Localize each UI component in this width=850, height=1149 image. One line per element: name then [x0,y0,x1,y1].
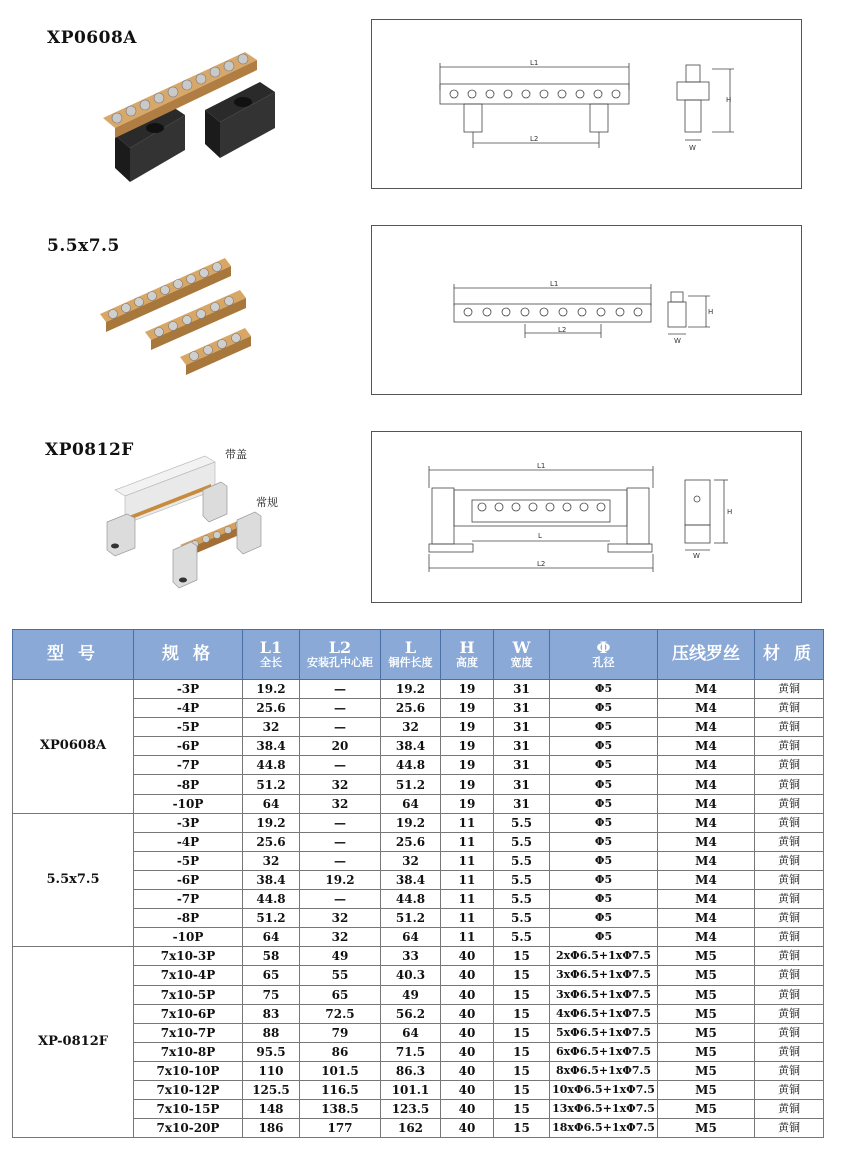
screw-cell: M5 [658,1119,755,1138]
l-cell: 71.5 [381,1042,441,1061]
l-cell: 38.4 [381,737,441,756]
phi-cell: Φ5 [550,832,658,851]
l2-cell: 101.5 [300,1061,381,1080]
phi-cell: Φ5 [550,699,658,718]
table-row [13,985,824,1004]
l-cell: 19.2 [381,680,441,699]
l2-cell: — [300,890,381,909]
w-cell: 15 [494,1042,550,1061]
spec-cell: -8P [134,775,243,794]
l1-cell: 19.2 [243,680,300,699]
material-cell: 黄铜 [755,1100,824,1119]
h-cell: 11 [441,890,494,909]
spec-table-body [13,680,824,1138]
w-cell: 31 [494,775,550,794]
material-cell: 黄铜 [755,909,824,928]
material-cell: 黄铜 [755,775,824,794]
material-cell: 黄铜 [755,737,824,756]
w-cell: 15 [494,1004,550,1023]
table-row [13,775,824,794]
phi-cell: Φ5 [550,794,658,813]
material-cell: 黄铜 [755,680,824,699]
l2-cell: 65 [300,985,381,1004]
phi-cell: Φ5 [550,756,658,775]
screw-cell: M4 [658,737,755,756]
h-cell: 40 [441,966,494,985]
l1-cell: 83 [243,1004,300,1023]
product-photo-5-5x7-5 [95,252,265,387]
l1-cell: 64 [243,794,300,813]
model-cell: 5.5x7.5 [13,813,134,947]
table-row [13,718,824,737]
spec-cell: 7x10-6P [134,1004,243,1023]
table-row [13,928,824,947]
table-row [13,966,824,985]
l1-cell: 75 [243,985,300,1004]
w-cell: 15 [494,947,550,966]
material-cell: 黄铜 [755,813,824,832]
dim-label-l1: L1 [550,280,559,288]
l1-cell: 44.8 [243,890,300,909]
h-cell: 40 [441,1023,494,1042]
phi-cell: Φ5 [550,870,658,889]
l1-cell: 148 [243,1100,300,1119]
phi-cell: 4xΦ6.5+1xΦ7.5 [550,1004,658,1023]
w-cell: 15 [494,1119,550,1138]
w-cell: 31 [494,756,550,775]
product-title-xp0608a: XP0608A [47,28,137,48]
phi-cell: 2xΦ6.5+1xΦ7.5 [550,947,658,966]
header-l1: L1 全长 [243,630,300,680]
table-row [13,870,824,889]
header-h: H 高度 [441,630,494,680]
l2-cell: 32 [300,928,381,947]
material-cell: 黄铜 [755,1061,824,1080]
h-cell: 40 [441,1042,494,1061]
l2-cell: — [300,832,381,851]
screw-cell: M4 [658,794,755,813]
material-cell: 黄铜 [755,890,824,909]
l1-cell: 25.6 [243,699,300,718]
label-regular-type: 常规 [256,496,278,509]
spec-cell: 7x10-20P [134,1119,243,1138]
table-row [13,1100,824,1119]
dim-label-l1: L1 [537,462,546,470]
table-header-row [13,630,824,680]
l-cell: 64 [381,1023,441,1042]
header-l: L 铜件长度 [381,630,441,680]
spec-cell: -7P [134,890,243,909]
table-row [13,737,824,756]
spec-cell: -4P [134,832,243,851]
header-l2: L2 安装孔中心距 [300,630,381,680]
l2-cell: 55 [300,966,381,985]
spec-cell: -8P [134,909,243,928]
product-photo-xp0608a [95,40,285,190]
l-cell: 56.2 [381,1004,441,1023]
l-cell: 123.5 [381,1100,441,1119]
l1-cell: 44.8 [243,756,300,775]
l-cell: 32 [381,718,441,737]
w-cell: 15 [494,1061,550,1080]
l-cell: 162 [381,1119,441,1138]
spec-cell: -4P [134,699,243,718]
phi-cell: Φ5 [550,928,658,947]
phi-cell: 6xΦ6.5+1xΦ7.5 [550,1042,658,1061]
spec-cell: 7x10-12P [134,1080,243,1099]
screw-cell: M5 [658,1100,755,1119]
phi-cell: 3xΦ6.5+1xΦ7.5 [550,966,658,985]
w-cell: 5.5 [494,832,550,851]
l1-cell: 51.2 [243,909,300,928]
screw-cell: M4 [658,909,755,928]
h-cell: 40 [441,1119,494,1138]
w-cell: 5.5 [494,813,550,832]
spec-cell: -6P [134,870,243,889]
spec-table [12,629,824,1138]
material-cell: 黄铜 [755,1080,824,1099]
l2-cell: 32 [300,775,381,794]
screw-cell: M5 [658,947,755,966]
material-cell: 黄铜 [755,1119,824,1138]
product-title-5-5x7-5: 5.5x7.5 [47,236,120,256]
l2-cell: 116.5 [300,1080,381,1099]
l1-cell: 88 [243,1023,300,1042]
screw-cell: M5 [658,966,755,985]
spec-cell: -5P [134,718,243,737]
screw-cell: M4 [658,718,755,737]
dim-label-l2: L2 [530,135,539,143]
l2-cell: 86 [300,1042,381,1061]
l-cell: 19.2 [381,813,441,832]
l2-cell: — [300,680,381,699]
l1-cell: 58 [243,947,300,966]
w-cell: 5.5 [494,909,550,928]
l2-cell: 19.2 [300,870,381,889]
screw-cell: M4 [658,890,755,909]
phi-cell: Φ5 [550,851,658,870]
material-cell: 黄铜 [755,756,824,775]
h-cell: 40 [441,1061,494,1080]
spec-cell: -6P [134,737,243,756]
phi-cell: 3xΦ6.5+1xΦ7.5 [550,985,658,1004]
header-model: 型 号 [13,630,134,680]
phi-cell: Φ5 [550,890,658,909]
material-cell: 黄铜 [755,699,824,718]
dim-label-l2: L2 [558,326,567,334]
l-cell: 86.3 [381,1061,441,1080]
l2-cell: — [300,813,381,832]
l1-cell: 95.5 [243,1042,300,1061]
l2-cell: — [300,718,381,737]
material-cell: 黄铜 [755,832,824,851]
table-row [13,1080,824,1099]
spec-cell: -3P [134,813,243,832]
dim-label-l: L [538,532,542,540]
material-cell: 黄铜 [755,1004,824,1023]
spec-cell: 7x10-7P [134,1023,243,1042]
screw-cell: M4 [658,775,755,794]
spec-cell: 7x10-15P [134,1100,243,1119]
h-cell: 11 [441,813,494,832]
dim-label-w: W [689,144,696,152]
l-cell: 38.4 [381,870,441,889]
header-material: 材 质 [755,630,824,680]
material-cell: 黄铜 [755,794,824,813]
l-cell: 40.3 [381,966,441,985]
l2-cell: 138.5 [300,1100,381,1119]
phi-cell: 8xΦ6.5+1xΦ7.5 [550,1061,658,1080]
label-cover-type: 带盖 [225,448,247,461]
l-cell: 32 [381,851,441,870]
product-photo-xp0812f [95,450,285,595]
h-cell: 19 [441,794,494,813]
phi-cell: 13xΦ6.5+1xΦ7.5 [550,1100,658,1119]
screw-cell: M5 [658,1042,755,1061]
h-cell: 11 [441,870,494,889]
w-cell: 15 [494,985,550,1004]
l-cell: 101.1 [381,1080,441,1099]
phi-cell: Φ5 [550,737,658,756]
h-cell: 40 [441,947,494,966]
screw-cell: M4 [658,699,755,718]
l-cell: 33 [381,947,441,966]
l1-cell: 110 [243,1061,300,1080]
table-row [13,756,824,775]
material-cell: 黄铜 [755,718,824,737]
w-cell: 31 [494,794,550,813]
screw-cell: M4 [658,756,755,775]
material-cell: 黄铜 [755,966,824,985]
l-cell: 64 [381,794,441,813]
phi-cell: Φ5 [550,775,658,794]
screw-cell: M4 [658,680,755,699]
spec-cell: 7x10-5P [134,985,243,1004]
phi-cell: Φ5 [550,680,658,699]
l2-cell: — [300,699,381,718]
l-cell: 51.2 [381,775,441,794]
h-cell: 11 [441,832,494,851]
spec-cell: 7x10-4P [134,966,243,985]
h-cell: 11 [441,851,494,870]
l-cell: 64 [381,928,441,947]
h-cell: 11 [441,928,494,947]
h-cell: 40 [441,1004,494,1023]
l1-cell: 186 [243,1119,300,1138]
w-cell: 5.5 [494,851,550,870]
l-cell: 25.6 [381,832,441,851]
table-row [13,1042,824,1061]
l1-cell: 125.5 [243,1080,300,1099]
material-cell: 黄铜 [755,851,824,870]
l-cell: 44.8 [381,756,441,775]
w-cell: 15 [494,1100,550,1119]
table-row [13,1004,824,1023]
l2-cell: — [300,756,381,775]
table-row [13,851,824,870]
h-cell: 19 [441,775,494,794]
l1-cell: 51.2 [243,775,300,794]
dim-label-l2: L2 [537,560,546,568]
l2-cell: 79 [300,1023,381,1042]
l-cell: 44.8 [381,890,441,909]
model-cell: XP0608A [13,680,134,814]
l-cell: 51.2 [381,909,441,928]
w-cell: 15 [494,1080,550,1099]
spec-cell: 7x10-8P [134,1042,243,1061]
header-phi: Φ 孔径 [550,630,658,680]
dim-label-h: H [726,96,732,104]
w-cell: 31 [494,737,550,756]
dimension-diagram-xp0608a [371,19,802,189]
table-row [13,813,824,832]
material-cell: 黄铜 [755,947,824,966]
spec-cell: -5P [134,851,243,870]
header-w: W 宽度 [494,630,550,680]
l2-cell: — [300,851,381,870]
w-cell: 15 [494,966,550,985]
phi-cell: Φ5 [550,813,658,832]
spec-cell: 7x10-10P [134,1061,243,1080]
h-cell: 40 [441,1100,494,1119]
w-cell: 5.5 [494,870,550,889]
table-row [13,699,824,718]
table-row [13,680,824,699]
table-row [13,832,824,851]
l1-cell: 25.6 [243,832,300,851]
table-row [13,1061,824,1080]
table-row [13,947,824,966]
w-cell: 5.5 [494,928,550,947]
l-cell: 25.6 [381,699,441,718]
spec-cell: -10P [134,928,243,947]
l2-cell: 72.5 [300,1004,381,1023]
phi-cell: 18xΦ6.5+1xΦ7.5 [550,1119,658,1138]
l2-cell: 32 [300,909,381,928]
l1-cell: 32 [243,718,300,737]
screw-cell: M4 [658,832,755,851]
phi-cell: Φ5 [550,909,658,928]
material-cell: 黄铜 [755,928,824,947]
screw-cell: M5 [658,985,755,1004]
l1-cell: 64 [243,928,300,947]
dim-label-w: W [693,552,700,560]
h-cell: 19 [441,699,494,718]
w-cell: 31 [494,680,550,699]
dim-label-h: H [727,508,733,516]
screw-cell: M4 [658,813,755,832]
spec-cell: 7x10-3P [134,947,243,966]
header-spec: 规 格 [134,630,243,680]
phi-cell: 10xΦ6.5+1xΦ7.5 [550,1080,658,1099]
screw-cell: M5 [658,1023,755,1042]
phi-cell: Φ5 [550,718,658,737]
phi-cell: 5xΦ6.5+1xΦ7.5 [550,1023,658,1042]
spec-cell: -7P [134,756,243,775]
screw-cell: M4 [658,870,755,889]
l1-cell: 32 [243,851,300,870]
dimension-diagram-xp0812f [371,431,802,603]
l2-cell: 49 [300,947,381,966]
header-screw: 压线罗丝 [658,630,755,680]
l2-cell: 20 [300,737,381,756]
w-cell: 15 [494,1023,550,1042]
h-cell: 19 [441,718,494,737]
l2-cell: 32 [300,794,381,813]
spec-cell: -10P [134,794,243,813]
w-cell: 5.5 [494,890,550,909]
model-cell: XP-0812F [13,947,134,1138]
material-cell: 黄铜 [755,870,824,889]
table-row [13,890,824,909]
dim-label-h: H [708,308,714,316]
spec-cell: -3P [134,680,243,699]
h-cell: 19 [441,756,494,775]
material-cell: 黄铜 [755,1023,824,1042]
dim-label-l1: L1 [530,59,539,67]
screw-cell: M5 [658,1080,755,1099]
product-title-xp0812f: XP0812F [45,440,134,460]
screw-cell: M4 [658,928,755,947]
table-row [13,909,824,928]
screw-cell: M4 [658,851,755,870]
h-cell: 19 [441,680,494,699]
material-cell: 黄铜 [755,1042,824,1061]
l1-cell: 38.4 [243,737,300,756]
screw-cell: M5 [658,1004,755,1023]
h-cell: 40 [441,985,494,1004]
table-row [13,794,824,813]
screw-cell: M5 [658,1061,755,1080]
material-cell: 黄铜 [755,985,824,1004]
w-cell: 31 [494,718,550,737]
table-row [13,1023,824,1042]
l-cell: 49 [381,985,441,1004]
l1-cell: 65 [243,966,300,985]
l1-cell: 38.4 [243,870,300,889]
h-cell: 40 [441,1080,494,1099]
l2-cell: 177 [300,1119,381,1138]
w-cell: 31 [494,699,550,718]
table-row [13,1119,824,1138]
l1-cell: 19.2 [243,813,300,832]
h-cell: 19 [441,737,494,756]
h-cell: 11 [441,909,494,928]
dimension-diagram-5-5x7-5 [371,225,802,395]
dim-label-w: W [674,337,681,345]
